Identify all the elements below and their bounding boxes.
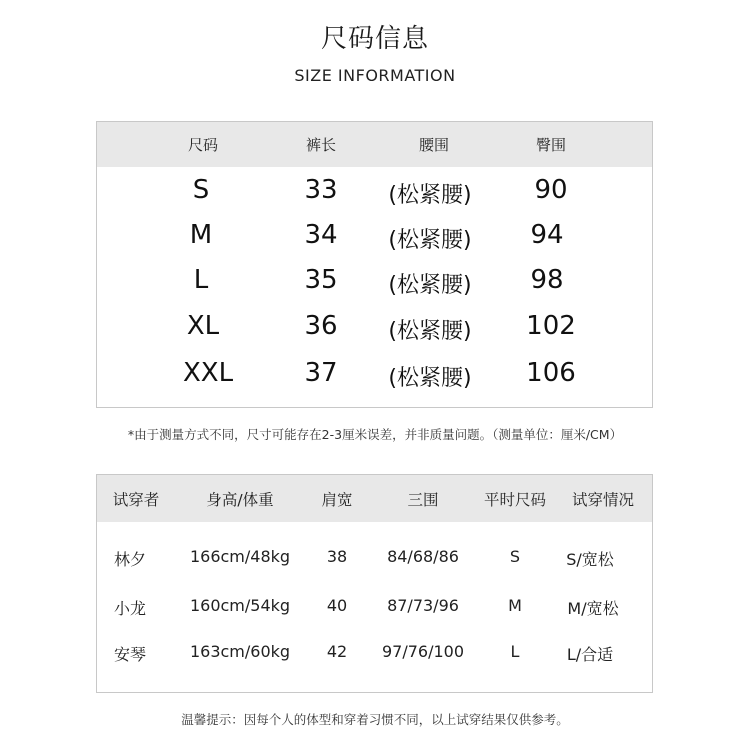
hip-cell: 98 — [530, 265, 564, 295]
header-usual-size: 平时尺码 — [483, 491, 547, 509]
fit-row — [97, 642, 652, 682]
waist-cell: (松紧腰) — [388, 273, 472, 298]
fit-result: M/宽松 — [567, 599, 619, 618]
size-table — [96, 121, 653, 408]
length-cell: 33 — [304, 175, 338, 205]
hip-cell: 102 — [526, 311, 576, 341]
shoulder-width: 40 — [326, 596, 348, 615]
fit-result: S/宽松 — [566, 550, 614, 569]
size-row — [97, 311, 652, 357]
fit-row — [97, 596, 652, 636]
header-tester: 试穿者 — [112, 491, 160, 509]
height-weight: 166cm/48kg — [189, 547, 291, 566]
size-cell: M — [189, 220, 213, 250]
fit-row — [97, 547, 652, 587]
height-weight: 163cm/60kg — [189, 642, 291, 661]
waist-cell: (松紧腰) — [388, 228, 472, 253]
size-row — [97, 175, 652, 221]
size-table-header — [97, 122, 652, 167]
size-row — [97, 265, 652, 311]
size-cell: XXL — [182, 358, 234, 388]
length-cell: 36 — [304, 311, 338, 341]
waist-cell: (松紧腰) — [388, 319, 472, 344]
header-measurements: 三围 — [407, 491, 439, 509]
size-row — [97, 358, 652, 404]
hip-cell: 90 — [534, 175, 568, 205]
page-title: 尺码信息 — [320, 24, 429, 54]
header-length: 裤长 — [305, 136, 337, 154]
usual-size: S — [509, 547, 521, 566]
size-cell: S — [192, 175, 210, 205]
usual-size: L — [510, 642, 520, 661]
length-cell: 35 — [304, 265, 338, 295]
hip-cell: 94 — [530, 220, 564, 250]
usual-size: M — [508, 596, 522, 615]
header-waist: 腰围 — [418, 136, 450, 154]
fit-table-header — [97, 475, 652, 522]
shoulder-width: 42 — [326, 642, 348, 661]
hip-cell: 106 — [526, 358, 576, 388]
waist-cell: (松紧腰) — [388, 366, 472, 391]
body-measurements: 84/68/86 — [387, 547, 459, 566]
size-cell: XL — [186, 311, 220, 341]
tester-name: 林夕 — [113, 550, 147, 569]
header-fit-result: 试穿情况 — [571, 491, 635, 509]
tester-name: 小龙 — [113, 599, 147, 618]
header-size: 尺码 — [187, 136, 219, 154]
shoulder-width: 38 — [326, 547, 348, 566]
tester-name: 安琴 — [113, 645, 147, 664]
header-hip: 臀围 — [535, 136, 567, 154]
body-measurements: 97/76/100 — [381, 642, 465, 661]
measurement-note: *由于测量方式不同，尺寸可能存在2-3厘米误差，并非质量问题。（测量单位：厘米/CM） — [127, 427, 623, 442]
body-measurements: 87/73/96 — [387, 596, 459, 615]
fit-tip-note: 温馨提示：因每个人的体型和穿着习惯不同，以上试穿结果仅供参考。 — [181, 712, 569, 727]
waist-cell: (松紧腰) — [388, 183, 472, 208]
page-subtitle: SIZE INFORMATION — [294, 66, 456, 85]
header-height-weight: 身高/体重 — [206, 491, 274, 509]
size-cell: L — [193, 265, 209, 295]
height-weight: 160cm/54kg — [189, 596, 291, 615]
fit-table — [96, 474, 653, 693]
length-cell: 34 — [304, 220, 338, 250]
header-shoulder: 肩宽 — [321, 491, 353, 509]
size-row — [97, 220, 652, 266]
fit-result: L/合适 — [566, 645, 614, 664]
length-cell: 37 — [304, 358, 338, 388]
